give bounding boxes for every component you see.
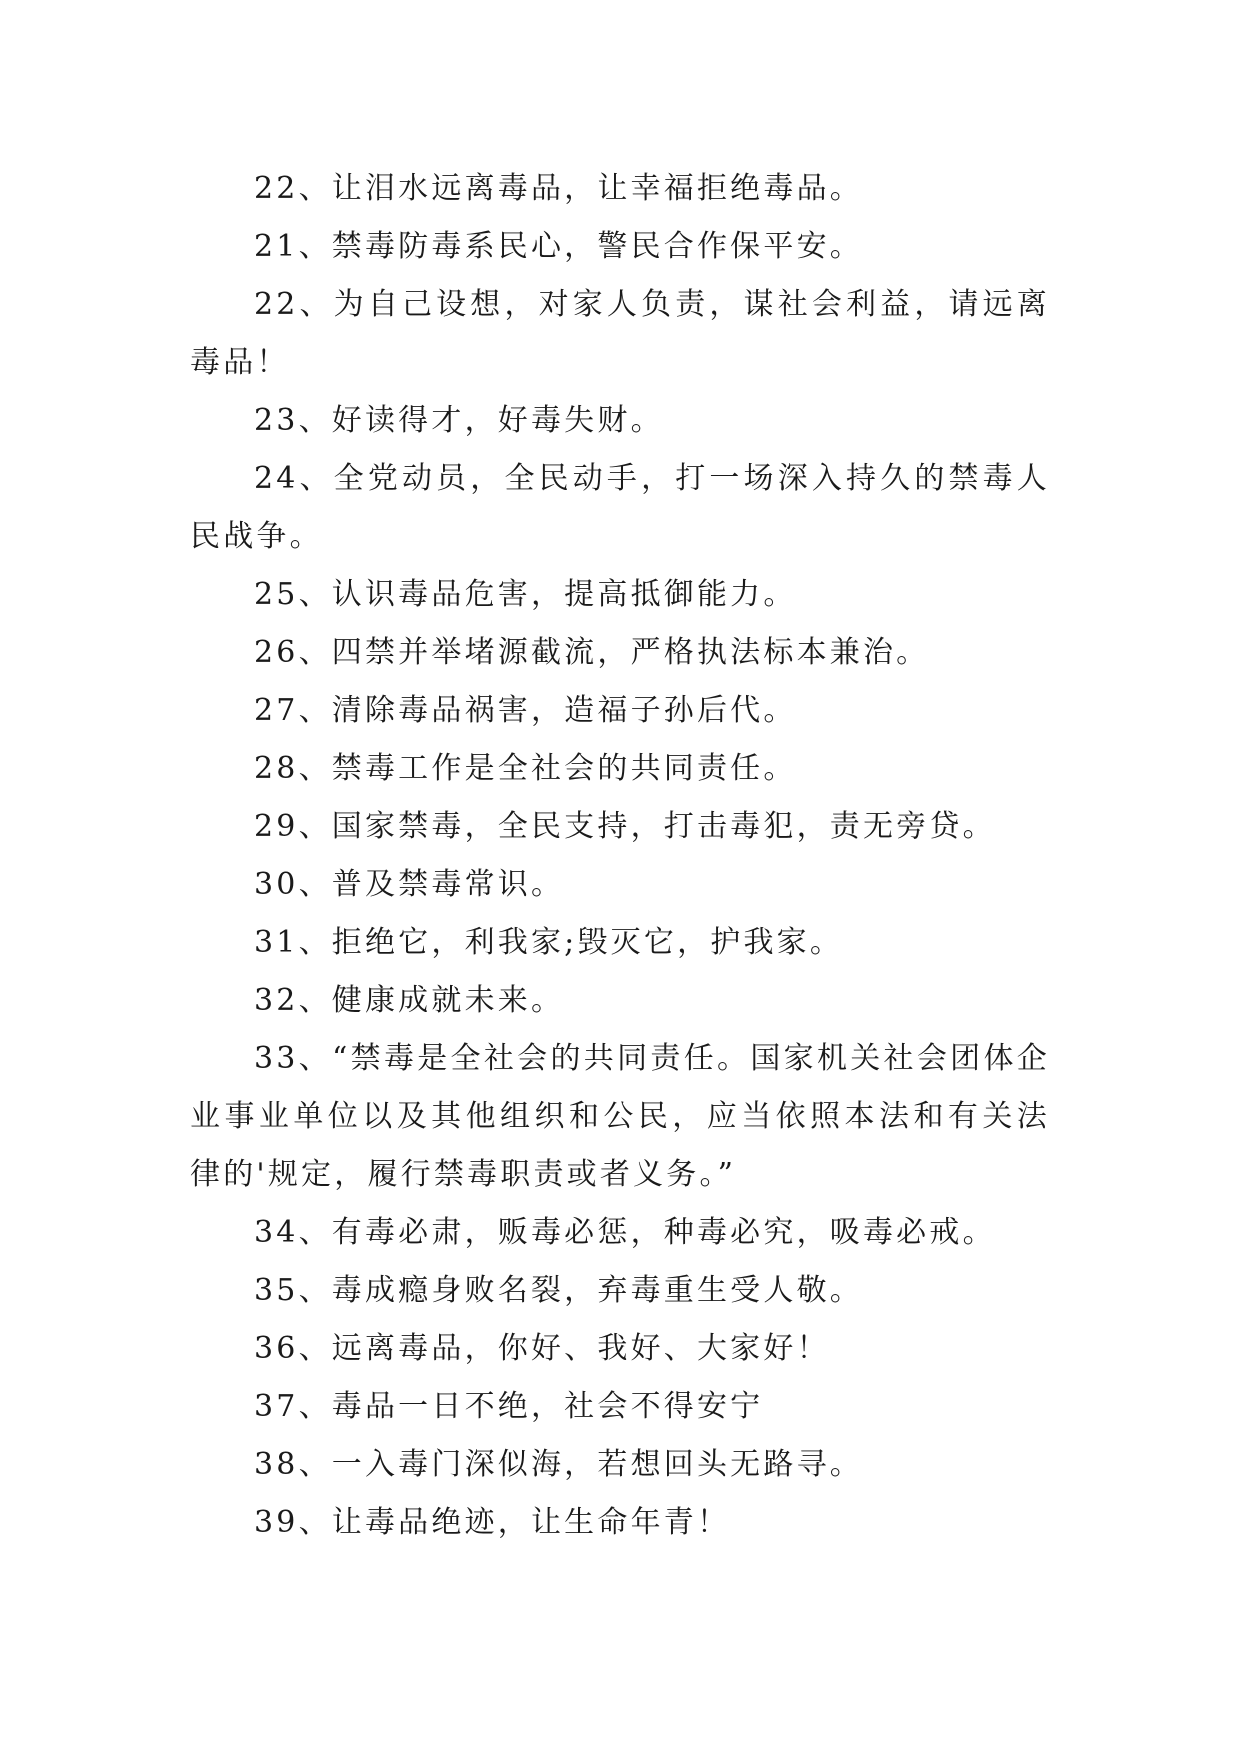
paragraph-slogan-26: 26、四禁并举堵源截流，严格执法标本兼治。 [254,635,930,670]
paragraph-slogan-37: 37、毒品一日不绝，社会不得安宁 [254,1389,764,1424]
paragraph-slogan-24: 24、全党动员，全民动手，打一场深入持久的禁毒人民战争。 [190,461,1050,554]
paragraph-slogan-31: 31、拒绝它，利我家;毁灭它，护我家。 [254,925,844,960]
paragraph-slogan-35: 35、毒成瘾身败名裂，弃毒重生受人敬。 [254,1273,863,1308]
paragraph-slogan-23: 23、好读得才，好毒失财。 [254,403,664,438]
paragraph-slogan-28: 28、禁毒工作是全社会的共同责任。 [254,751,797,786]
paragraph-slogan-33: 33、“禁毒是全社会的共同责任。国家机关社会团体企业事业单位以及其他组织和公民，应当依照本法和有关法律的'规定，履行禁毒职责或者义务。” [190,1041,1050,1192]
paragraph-slogan-21: 21、禁毒防毒系民心，警民合作保平安。 [254,229,863,264]
paragraph-slogan-32: 32、健康成就未来。 [254,983,565,1018]
paragraph-slogan-29: 29、国家禁毒，全民支持，打击毒犯，责无旁贷。 [254,809,996,844]
paragraph-slogan-39: 39、让毒品绝迹，让生命年青！ [254,1505,731,1540]
paragraph-slogan-34: 34、有毒必肃，贩毒必惩，种毒必究，吸毒必戒。 [254,1215,996,1250]
paragraph-slogan-38: 38、一入毒门深似海，若想回头无路寻。 [254,1447,863,1482]
paragraph-slogan-25: 25、认识毒品危害，提高抵御能力。 [254,577,797,612]
paragraph-slogan-22a: 22、让泪水远离毒品，让幸福拒绝毒品。 [254,171,863,206]
paragraph-slogan-30: 30、普及禁毒常识。 [254,867,565,902]
paragraph-slogan-36: 36、远离毒品，你好、我好、大家好！ [254,1331,830,1366]
document-body [190,160,1050,1552]
paragraph-slogan-22b: 22、为自己设想，对家人负责，谋社会利益，请远离毒品！ [190,287,1050,380]
paragraph-slogan-27: 27、清除毒品祸害，造福子孙后代。 [254,693,797,728]
